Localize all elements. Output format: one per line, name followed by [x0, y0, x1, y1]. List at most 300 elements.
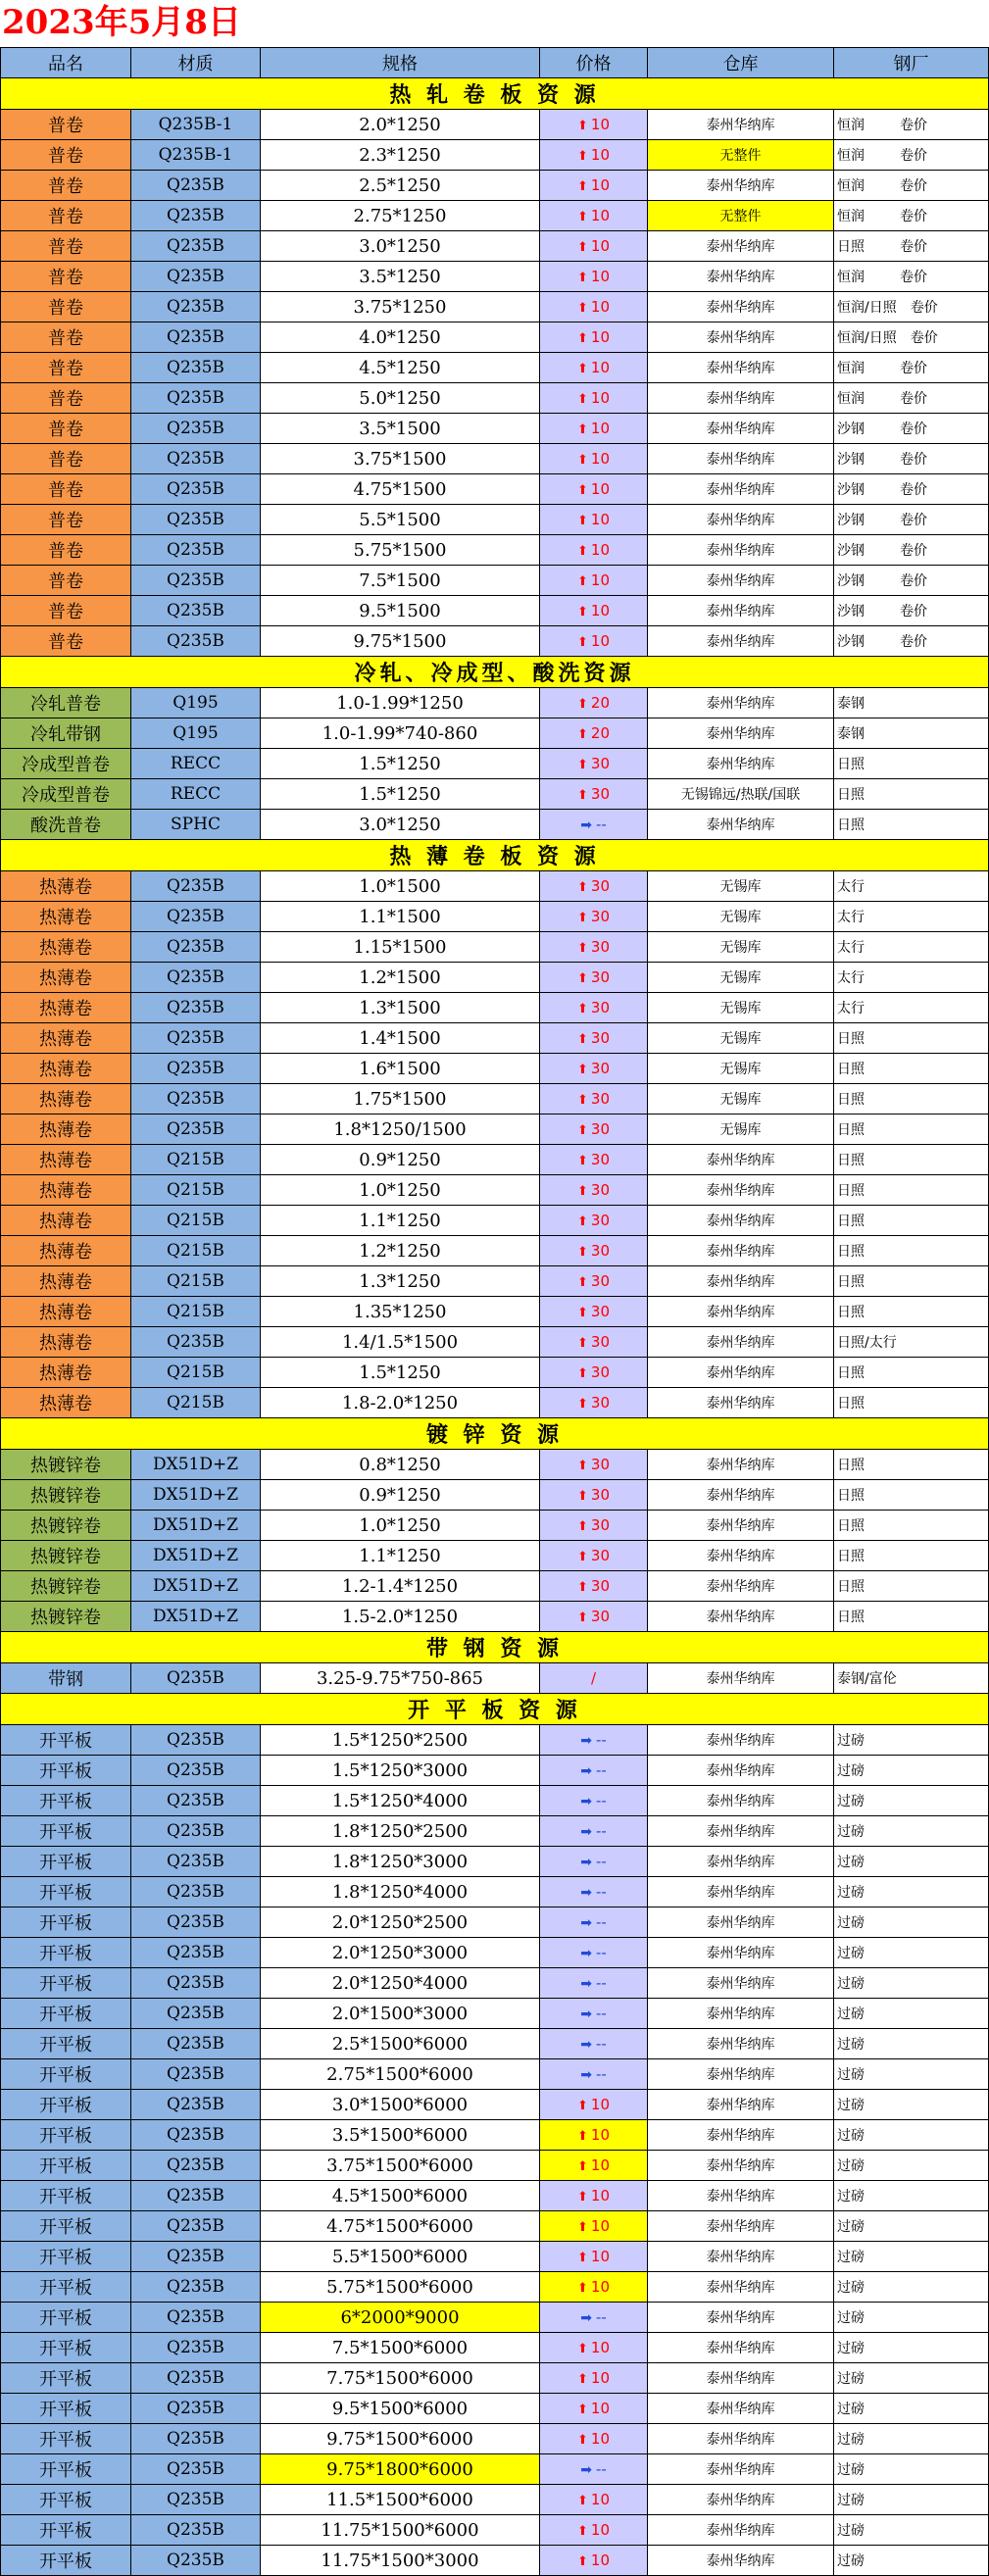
mill-name: 过磅	[837, 2341, 865, 2356]
mill-name: 日照	[837, 1244, 865, 1260]
price-cell	[540, 1571, 648, 1602]
spec-cell: 1.6*1500	[261, 1054, 540, 1084]
product-name-cell: 热镀锌卷	[1, 1541, 131, 1571]
price-cell	[540, 2303, 648, 2333]
table-row	[1, 932, 989, 963]
material-cell: Q235B	[131, 414, 261, 444]
mill-cell	[834, 2394, 989, 2424]
arrow-up-icon: ⬆	[577, 2494, 588, 2508]
price-cell	[540, 779, 648, 810]
material-cell: Q235B	[131, 1663, 261, 1694]
product-name-cell: 热薄卷	[1, 1327, 131, 1358]
warehouse-cell: 泰州华纳库	[648, 2546, 834, 2576]
price-value: 30	[590, 1272, 610, 1290]
product-name-cell: 普卷	[1, 322, 131, 353]
product-name-cell: 热薄卷	[1, 902, 131, 932]
table-row	[1, 1968, 989, 1999]
spec-cell: 3.0*1500*6000	[261, 2090, 540, 2120]
product-name-cell: 普卷	[1, 596, 131, 626]
mill-name: 过磅	[837, 2493, 865, 2508]
mill-note: 卷价	[900, 573, 927, 589]
price-value: 30	[590, 968, 610, 986]
mill-note: 卷价	[900, 421, 927, 437]
price-value: 10	[590, 2521, 610, 2539]
warehouse-cell: 泰州华纳库	[648, 2363, 834, 2394]
mill-cell	[834, 1084, 989, 1115]
spec-cell: 5.5*1500*6000	[261, 2242, 540, 2272]
table-row	[1, 779, 989, 810]
material-cell: Q195	[131, 688, 261, 718]
product-name-cell: 热镀锌卷	[1, 1480, 131, 1511]
price-value: 30	[590, 755, 610, 772]
product-name-cell: 开平板	[1, 2242, 131, 2272]
mill-cell	[834, 1388, 989, 1418]
product-name-cell: 普卷	[1, 505, 131, 535]
spec-cell: 4.75*1500*6000	[261, 2211, 540, 2242]
warehouse-cell: 泰州华纳库	[648, 414, 834, 444]
price-value: --	[595, 1974, 607, 1992]
warehouse-cell: 泰州华纳库	[648, 474, 834, 505]
arrow-up-icon: ⬆	[577, 2190, 588, 2204]
price-value: 30	[590, 1363, 610, 1381]
mill-name: 日照	[837, 1488, 865, 1504]
price-cell	[540, 1786, 648, 1816]
spec-cell: 2.3*1250	[261, 140, 540, 171]
spec-cell: 9.75*1500	[261, 626, 540, 657]
page-title: 2023年5月8日	[2, 3, 241, 42]
price-cell	[540, 1327, 648, 1358]
mill-name: 过磅	[837, 2462, 865, 2478]
spec-cell: 1.4/1.5*1500	[261, 1327, 540, 1358]
mill-name: 日照	[837, 1062, 865, 1077]
mill-name: 太行	[837, 1001, 865, 1016]
material-cell: Q235B	[131, 2242, 261, 2272]
price-value: 30	[590, 1120, 610, 1138]
mill-name: 过磅	[837, 1885, 865, 1901]
mill-name: 沙钢	[837, 543, 865, 559]
table-row	[1, 140, 989, 171]
material-cell: Q235B	[131, 1023, 261, 1054]
warehouse-cell: 泰州华纳库	[648, 1541, 834, 1571]
arrow-up-icon: ⬆	[577, 1397, 588, 1412]
product-name-cell: 带钢	[1, 1663, 131, 1694]
warehouse-cell: 无锡库	[648, 993, 834, 1023]
price-value: --	[595, 1913, 607, 1931]
section-header	[1, 78, 989, 110]
mill-name: 日照	[837, 239, 865, 255]
material-cell: Q195	[131, 718, 261, 749]
table-row	[1, 1115, 989, 1145]
warehouse-cell: 泰州华纳库	[648, 626, 834, 657]
mill-cell	[834, 1999, 989, 2029]
table-row	[1, 2454, 989, 2485]
header-row	[1, 48, 989, 78]
material-cell: Q235B	[131, 171, 261, 201]
table-row	[1, 871, 989, 902]
material-cell: Q235B	[131, 902, 261, 932]
arrow-up-icon: ⬆	[577, 392, 588, 407]
arrow-up-icon: ⬆	[577, 544, 588, 559]
mill-name: 太行	[837, 970, 865, 986]
mill-note: 卷价	[900, 513, 927, 528]
material-cell: Q235B	[131, 2211, 261, 2242]
price-cell	[540, 963, 648, 993]
price-value: 10	[590, 2278, 610, 2296]
arrow-up-icon: ⬆	[577, 1550, 588, 1564]
warehouse-cell: 无锡库	[648, 1084, 834, 1115]
product-name-cell: 普卷	[1, 383, 131, 414]
mill-cell	[834, 2211, 989, 2242]
price-cell	[540, 2211, 648, 2242]
product-name-cell: 热薄卷	[1, 1206, 131, 1236]
spec-cell: 1.3*1500	[261, 993, 540, 1023]
price-cell	[540, 1175, 648, 1206]
mill-cell	[834, 596, 989, 626]
product-name-cell: 开平板	[1, 2485, 131, 2515]
material-cell: Q235B	[131, 2485, 261, 2515]
price-cell	[540, 262, 648, 292]
spec-cell: 2.0*1250*3000	[261, 1938, 540, 1968]
price-value: 30	[590, 1303, 610, 1320]
price-cell	[540, 353, 648, 383]
price-cell	[540, 1266, 648, 1297]
warehouse-cell: 泰州华纳库	[648, 1968, 834, 1999]
product-name-cell: 热薄卷	[1, 1115, 131, 1145]
product-name-cell: 普卷	[1, 171, 131, 201]
mill-name: 过磅	[837, 1794, 865, 1809]
table-row	[1, 292, 989, 322]
arrow-right-icon: ➡	[580, 1885, 592, 1901]
mill-note: 卷价	[900, 148, 927, 164]
warehouse-cell: 泰州华纳库	[648, 1236, 834, 1266]
table-row	[1, 1327, 989, 1358]
price-value: 30	[590, 1181, 610, 1199]
warehouse-cell: 无锡库	[648, 871, 834, 902]
product-name-cell: 热镀锌卷	[1, 1602, 131, 1632]
price-value: 30	[590, 1394, 610, 1412]
product-name-cell: 开平板	[1, 1968, 131, 1999]
table-row	[1, 2546, 989, 2576]
price-value: 10	[590, 541, 610, 559]
arrow-up-icon: ⬆	[577, 911, 588, 925]
table-row	[1, 1175, 989, 1206]
spec-cell: 1.5*1250*4000	[261, 1786, 540, 1816]
mill-name: 日照	[837, 1214, 865, 1229]
price-cell	[540, 2120, 648, 2151]
spec-cell: 2.0*1250*2500	[261, 1907, 540, 1938]
spec-cell: 2.5*1250	[261, 171, 540, 201]
arrow-up-icon: ⬆	[577, 1154, 588, 1168]
product-name-cell: 热薄卷	[1, 993, 131, 1023]
arrow-up-icon: ⬆	[577, 1245, 588, 1260]
price-cell	[540, 932, 648, 963]
price-value: 10	[590, 2126, 610, 2144]
price-cell	[540, 2515, 648, 2546]
price-cell	[540, 626, 648, 657]
table-row	[1, 2090, 989, 2120]
warehouse-cell: 无锡库	[648, 1023, 834, 1054]
table-row	[1, 1023, 989, 1054]
material-cell: Q215B	[131, 1175, 261, 1206]
product-name-cell: 开平板	[1, 2029, 131, 2059]
mill-name: 泰钢	[837, 726, 865, 742]
spec-cell: 1.8*1250*2500	[261, 1816, 540, 1847]
price-value: 30	[590, 877, 610, 895]
price-cell	[540, 110, 648, 140]
arrow-up-icon: ⬆	[577, 1032, 588, 1047]
material-cell: Q235B	[131, 993, 261, 1023]
table-row	[1, 1571, 989, 1602]
table-row	[1, 810, 989, 840]
spec-cell: 1.0*1500	[261, 871, 540, 902]
product-name-cell: 冷轧带钢	[1, 718, 131, 749]
price-value: --	[595, 1944, 607, 1961]
price-value: 10	[590, 2156, 610, 2174]
header-name: 品名	[1, 48, 131, 78]
table-row	[1, 688, 989, 718]
mill-name: 日照	[837, 1518, 865, 1534]
price-cell	[540, 1145, 648, 1175]
arrow-up-icon: ⬆	[577, 331, 588, 346]
price-cell	[540, 718, 648, 749]
material-cell: Q235B	[131, 596, 261, 626]
material-cell: Q235B	[131, 535, 261, 566]
price-cell	[540, 2333, 648, 2363]
mill-cell	[834, 2333, 989, 2363]
table-row	[1, 1847, 989, 1877]
price-cell	[540, 1907, 648, 1938]
warehouse-cell: 泰州华纳库	[648, 749, 834, 779]
price-value: 10	[590, 480, 610, 498]
product-name-cell: 普卷	[1, 292, 131, 322]
price-cell	[540, 2272, 648, 2303]
warehouse-cell: 泰州华纳库	[648, 1847, 834, 1877]
arrow-up-icon: ⬆	[577, 2281, 588, 2296]
mill-cell	[834, 110, 989, 140]
price-cell	[540, 1388, 648, 1418]
product-name-cell: 开平板	[1, 2211, 131, 2242]
arrow-up-icon: ⬆	[577, 1002, 588, 1016]
price-cell	[540, 474, 648, 505]
mill-cell	[834, 474, 989, 505]
table-row	[1, 414, 989, 444]
price-cell	[540, 1968, 648, 1999]
mill-cell	[834, 1054, 989, 1084]
price-cell	[540, 1602, 648, 1632]
spec-cell: 1.5*1250	[261, 749, 540, 779]
spec-cell: 1.4*1500	[261, 1023, 540, 1054]
mill-cell	[834, 353, 989, 383]
product-name-cell: 开平板	[1, 1907, 131, 1938]
mill-cell	[834, 2059, 989, 2090]
price-value: 30	[590, 785, 610, 803]
table-row	[1, 322, 989, 353]
spec-cell: 7.5*1500*6000	[261, 2333, 540, 2363]
price-value: 10	[590, 2430, 610, 2448]
spec-cell: 1.0-1.99*1250	[261, 688, 540, 718]
price-cell	[540, 1236, 648, 1266]
spec-cell: 9.5*1500*6000	[261, 2394, 540, 2424]
spec-cell: 9.75*1800*6000	[261, 2454, 540, 2485]
price-value: --	[595, 1761, 607, 1779]
table-row	[1, 2120, 989, 2151]
product-name-cell: 开平板	[1, 1786, 131, 1816]
mill-name: 恒润	[837, 148, 865, 164]
mill-cell	[834, 201, 989, 231]
price-cell	[540, 414, 648, 444]
table-row	[1, 1816, 989, 1847]
mill-name: 过磅	[837, 2310, 865, 2326]
mill-cell	[834, 1725, 989, 1756]
mill-cell	[834, 1968, 989, 1999]
spec-cell: 9.75*1500*6000	[261, 2424, 540, 2454]
price-cell	[540, 2151, 648, 2181]
arrow-up-icon: ⬆	[577, 1275, 588, 1290]
table-row	[1, 353, 989, 383]
product-name-cell: 冷轧普卷	[1, 688, 131, 718]
arrow-right-icon: ➡	[580, 1946, 592, 1961]
mill-name: 日照	[837, 757, 865, 772]
spec-cell: 1.8-2.0*1250	[261, 1388, 540, 1418]
table-row	[1, 171, 989, 201]
mill-cell	[834, 1907, 989, 1938]
mill-cell	[834, 902, 989, 932]
table-row	[1, 1054, 989, 1084]
spec-cell: 1.0-1.99*740-860	[261, 718, 540, 749]
warehouse-cell: 泰州华纳库	[648, 1816, 834, 1847]
warehouse-cell: 泰州华纳库	[648, 2485, 834, 2515]
spec-cell: 1.8*1250*4000	[261, 1877, 540, 1907]
mill-cell	[834, 2424, 989, 2454]
material-cell: Q215B	[131, 1206, 261, 1236]
warehouse-cell: 泰州华纳库	[648, 2272, 834, 2303]
price-value: 20	[590, 694, 610, 712]
arrow-up-icon: ⬆	[577, 1214, 588, 1229]
material-cell: Q235B	[131, 871, 261, 902]
warehouse-cell: 泰州华纳库	[648, 1725, 834, 1756]
product-name-cell: 热镀锌卷	[1, 1571, 131, 1602]
arrow-up-icon: ⬆	[577, 2251, 588, 2265]
arrow-up-icon: ⬆	[577, 1366, 588, 1381]
material-cell: DX51D+Z	[131, 1602, 261, 1632]
arrow-up-icon: ⬆	[577, 2403, 588, 2417]
warehouse-cell: 泰州华纳库	[648, 505, 834, 535]
spec-cell: 2.0*1250	[261, 110, 540, 140]
mill-cell	[834, 2515, 989, 2546]
price-cell	[540, 140, 648, 171]
material-cell: Q215B	[131, 1297, 261, 1327]
mill-note: 卷价	[900, 270, 927, 285]
price-cell	[540, 2485, 648, 2515]
product-name-cell: 开平板	[1, 1816, 131, 1847]
table-row	[1, 231, 989, 262]
arrow-right-icon: ➡	[580, 1824, 592, 1840]
spec-cell: 11.75*1500*6000	[261, 2515, 540, 2546]
spec-cell: 1.1*1250	[261, 1206, 540, 1236]
spec-cell: 7.5*1500	[261, 566, 540, 596]
material-cell: DX51D+Z	[131, 1450, 261, 1480]
section-header	[1, 1632, 989, 1663]
product-name-cell: 冷成型普卷	[1, 749, 131, 779]
warehouse-cell: 泰州华纳库	[648, 2120, 834, 2151]
material-cell: Q235B	[131, 932, 261, 963]
product-name-cell: 冷成型普卷	[1, 779, 131, 810]
mill-cell	[834, 535, 989, 566]
mill-cell	[834, 505, 989, 535]
warehouse-cell: 泰州华纳库	[648, 383, 834, 414]
price-value: 30	[590, 1486, 610, 1504]
material-cell: Q215B	[131, 1145, 261, 1175]
price-value: --	[595, 816, 607, 833]
spec-cell: 1.0*1250	[261, 1511, 540, 1541]
table-row	[1, 626, 989, 657]
price-value: 30	[590, 1333, 610, 1351]
price-value: 10	[590, 207, 610, 224]
material-cell: Q235B	[131, 2059, 261, 2090]
product-name-cell: 开平板	[1, 2515, 131, 2546]
product-name-cell: 热薄卷	[1, 963, 131, 993]
price-cell	[540, 993, 648, 1023]
mill-cell	[834, 2363, 989, 2394]
product-name-cell: 开平板	[1, 1999, 131, 2029]
mill-cell	[834, 2454, 989, 2485]
material-cell: Q235B	[131, 1816, 261, 1847]
price-value: --	[595, 1853, 607, 1870]
warehouse-cell: 泰州华纳库	[648, 1511, 834, 1541]
price-value: 10	[590, 2339, 610, 2356]
mill-cell	[834, 2303, 989, 2333]
spec-cell: 2.0*1250*4000	[261, 1968, 540, 1999]
mill-note: 卷价	[900, 543, 927, 559]
mill-name: 过磅	[837, 1763, 865, 1779]
price-value: --	[595, 1822, 607, 1840]
mill-name: 日照	[837, 1122, 865, 1138]
product-name-cell: 普卷	[1, 414, 131, 444]
spec-cell: 11.5*1500*6000	[261, 2485, 540, 2515]
mill-cell	[834, 2120, 989, 2151]
price-cell	[540, 1756, 648, 1786]
material-cell: Q235B	[131, 474, 261, 505]
material-cell: Q235B	[131, 505, 261, 535]
price-cell	[540, 1480, 648, 1511]
price-cell	[540, 1450, 648, 1480]
price-value: 10	[590, 176, 610, 194]
price-cell	[540, 2424, 648, 2454]
spec-cell: 1.5-2.0*1250	[261, 1602, 540, 1632]
spec-cell: 4.5*1250	[261, 353, 540, 383]
warehouse-cell: 泰州华纳库	[648, 1786, 834, 1816]
table-row	[1, 963, 989, 993]
mill-name: 过磅	[837, 2158, 865, 2174]
price-cell	[540, 1847, 648, 1877]
material-cell: Q235B	[131, 2454, 261, 2485]
price-value: 10	[590, 146, 610, 164]
warehouse-cell: 无锡锦远/热联/国联	[648, 779, 834, 810]
mill-name: 日照	[837, 1153, 865, 1168]
table-row	[1, 2029, 989, 2059]
price-cell	[540, 566, 648, 596]
product-name-cell: 热薄卷	[1, 1297, 131, 1327]
material-cell: Q235B	[131, 1847, 261, 1877]
mill-cell	[834, 932, 989, 963]
mill-cell	[834, 1175, 989, 1206]
product-name-cell: 普卷	[1, 110, 131, 140]
table-row	[1, 1999, 989, 2029]
warehouse-cell: 泰州华纳库	[648, 2059, 834, 2090]
price-cell	[540, 688, 648, 718]
price-value: 10	[590, 268, 610, 285]
mill-name: 沙钢	[837, 604, 865, 619]
